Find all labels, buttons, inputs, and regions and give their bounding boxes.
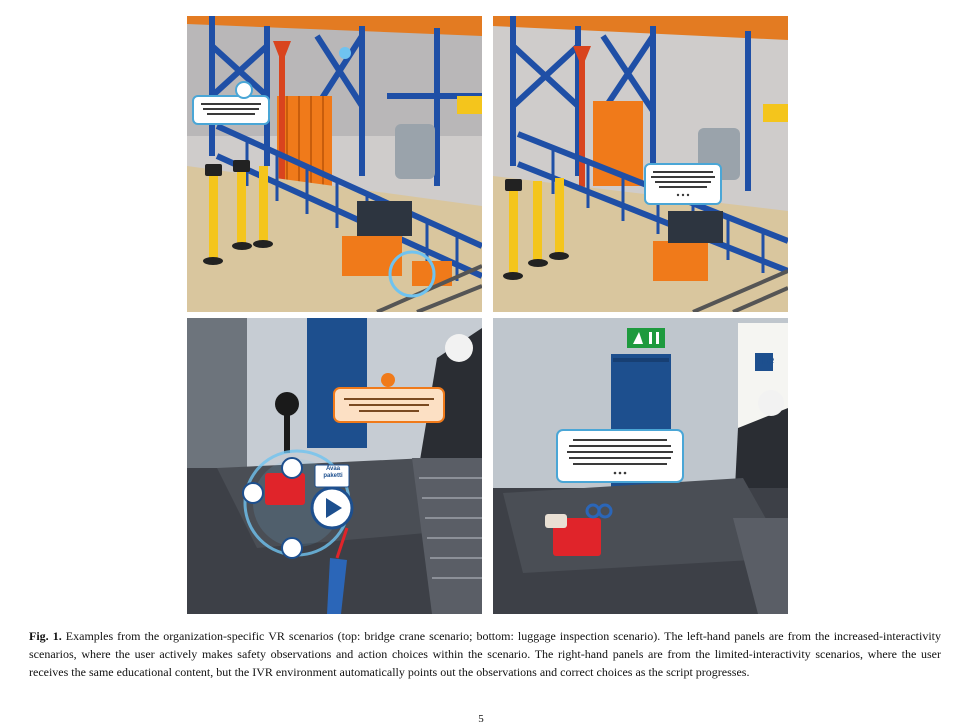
panel-luggage-limited <box>493 318 788 614</box>
panel-luggage-increased <box>187 318 482 614</box>
panel-bridge-crane-increased <box>187 16 482 312</box>
luggage-inspection-scene-limited <box>493 318 788 614</box>
figure-caption-text: Examples from the organization-specific VR scenarios (top: bridge crane scenario; bottom: luggage inspection scenario). The left-hand panels are from the increased-interactivity scenarios, where the user actively makes safety observations and action choices within the scenario. The right-hand panels are from the limited-interactivity scenarios, where the user receives the same educational content, but the IVR environment automatically points out the observations and correct choices as the script progresses. <box>29 629 942 679</box>
figure <box>187 16 783 612</box>
open-package-button[interactable]: Avaa paketti <box>323 466 343 479</box>
banner-logo-text: Te <box>759 351 775 367</box>
figure-caption <box>29 627 941 681</box>
panel-bridge-crane-limited <box>493 16 788 312</box>
page-number: 5 <box>478 713 484 725</box>
figure-label: Fig. 1. <box>29 629 62 643</box>
bridge-crane-scene-limited <box>493 16 788 312</box>
bridge-crane-scene <box>187 16 482 312</box>
